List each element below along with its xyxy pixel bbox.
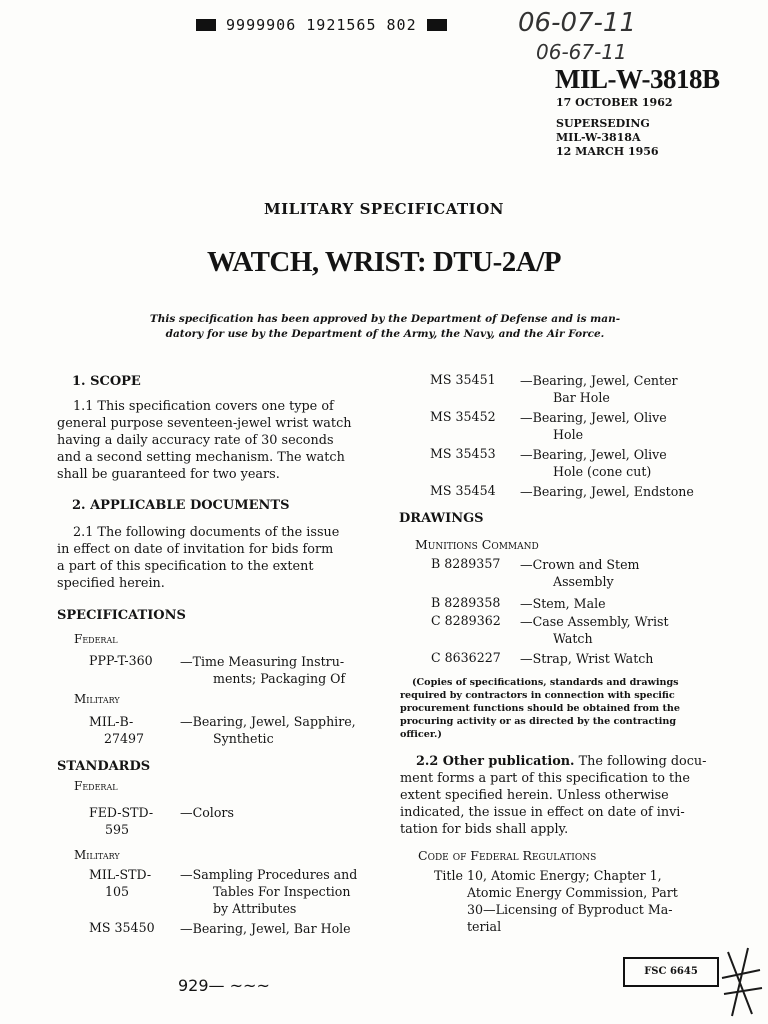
- desc-line: —Bearing, Jewel, Olive: [520, 447, 667, 462]
- code-line: 595: [105, 822, 130, 837]
- para-line: ment forms a part of this specification to the: [400, 771, 690, 786]
- applicable-documents-heading: 2. APPLICABLE DOCUMENTS: [72, 498, 290, 513]
- handwritten-page-number: 929— ~~~: [178, 976, 270, 995]
- drawing-description: [520, 556, 640, 590]
- spec-number: MIL-W-3818B: [555, 64, 720, 94]
- para-line: and a second setting mechanism. The watch: [57, 450, 345, 465]
- note-line: procurement functions should be obtained from the: [400, 703, 680, 714]
- note-line: required by contractors in connection with specific: [400, 690, 675, 701]
- note-line: procuring activity or as directed by the contracting: [400, 716, 677, 727]
- doc-code: PPP-T-360: [89, 653, 153, 668]
- desc-line: —Case Assembly, Wrist: [520, 614, 669, 629]
- drawing-description: [520, 613, 669, 647]
- code-line: 27497: [104, 731, 145, 746]
- note-line: (Copies of specifications, standards and drawings: [412, 677, 679, 688]
- federal-label: Federal: [74, 779, 118, 793]
- doc-code: [89, 804, 153, 838]
- para-line: tation for bids shall apply.: [400, 822, 569, 837]
- superseded-date: 12 MARCH 1956: [556, 145, 659, 158]
- barcode-block-icon: [427, 19, 447, 31]
- fsc-box: FSC 6645: [623, 957, 719, 987]
- para-line: shall be guaranteed for two years.: [57, 467, 280, 482]
- desc-line: —Sampling Procedures and: [180, 867, 358, 882]
- doc-description: [180, 653, 345, 687]
- copies-note: [400, 676, 718, 741]
- desc-line: Watch: [553, 631, 593, 646]
- cfr-line: terial: [467, 919, 502, 934]
- desc-line: —Bearing, Jewel, Center: [520, 373, 678, 388]
- para-line: specified herein.: [57, 576, 165, 591]
- drawing-code: B 8289357: [431, 556, 501, 571]
- spec-date: 17 OCTOBER 1962: [556, 96, 673, 109]
- scope-paragraph: [57, 398, 371, 483]
- para-line: general purpose seventeen-jewel wrist watch: [57, 416, 352, 431]
- military-label: Military: [74, 692, 120, 706]
- para-text: The following docu-: [574, 754, 707, 769]
- desc-line: Bar Hole: [553, 390, 610, 405]
- superseding-label: SUPERSEDING: [556, 117, 650, 130]
- code-line: MIL-STD-: [89, 867, 152, 882]
- code-line: 105: [105, 884, 130, 899]
- para-line: a part of this specification to the extent: [57, 559, 314, 574]
- para-line: 2.1 The following documents of the issue: [73, 525, 340, 540]
- desc-line: Tables For Inspection: [213, 884, 351, 899]
- other-publication-paragraph: [400, 753, 718, 838]
- para-line: indicated, the issue in effect on date of invi-: [400, 805, 685, 820]
- desc-line: Hole (cone cut): [553, 464, 652, 479]
- para-line: having a daily accuracy rate of 30 seconds: [57, 433, 334, 448]
- cfr-line: Title 10, Atomic Energy; Chapter 1,: [434, 868, 662, 883]
- desc-line: —Time Measuring Instru-: [180, 654, 345, 669]
- desc-line: ments; Packaging Of: [213, 671, 346, 686]
- approval-line: datory for use by the Department of the Army, the Navy, and the Air Force.: [165, 328, 605, 340]
- scope-heading: 1. SCOPE: [72, 374, 141, 389]
- drawing-description: —Stem, Male: [520, 596, 606, 611]
- doc-description: [520, 446, 667, 480]
- barcode-block-icon: [196, 19, 216, 31]
- doc-code: [89, 713, 144, 747]
- munitions-command-label: Munitions Command: [415, 537, 539, 552]
- superseded-spec: MIL-W-3818A: [556, 131, 641, 144]
- cfr-line: 30—Licensing of Byproduct Ma-: [467, 902, 673, 917]
- doc-description: [180, 866, 357, 917]
- para-line: [400, 753, 718, 770]
- note-line: officer.): [400, 729, 442, 740]
- drawing-description: —Strap, Wrist Watch: [520, 651, 654, 666]
- handwritten-date-1: 06-07-11: [518, 8, 637, 38]
- handwritten-date-2: 06-67-11: [536, 40, 627, 64]
- doc-code: MS 35452: [430, 409, 496, 424]
- federal-label: Federal: [74, 632, 118, 646]
- doc-code: MS 35453: [430, 446, 496, 461]
- drawing-code: C 8636227: [431, 650, 501, 665]
- cfr-line: Atomic Energy Commission, Part: [467, 885, 678, 900]
- doc-code: MS 35454: [430, 483, 496, 498]
- barcode-text: 9999906 1921565 802: [226, 16, 417, 34]
- desc-line: Hole: [553, 427, 584, 442]
- doc-description: [180, 713, 356, 747]
- doc-description: —Bearing, Jewel, Endstone: [520, 484, 694, 499]
- document-title: WATCH, WRIST: DTU-2A/P: [207, 246, 561, 278]
- code-line: FED-STD-: [89, 805, 154, 820]
- doc-code: MS 35451: [430, 372, 496, 387]
- drawings-heading: DRAWINGS: [399, 511, 484, 526]
- barcode-strip: [196, 16, 447, 34]
- military-label: Military: [74, 848, 120, 862]
- applicable-documents-paragraph: [57, 524, 371, 592]
- approval-statement: [130, 312, 640, 342]
- desc-line: —Crown and Stem: [520, 557, 640, 572]
- document-category: MILITARY SPECIFICATION: [264, 200, 504, 218]
- doc-description: [520, 409, 667, 443]
- para-line: in effect on date of invitation for bids form: [57, 542, 334, 557]
- cfr-label: Code of Federal Regulations: [418, 848, 597, 863]
- cfr-entry: [434, 867, 718, 935]
- doc-code: [89, 866, 151, 900]
- other-publication-heading: 2.2 Other publication.: [416, 754, 575, 769]
- standards-heading: STANDARDS: [57, 759, 151, 774]
- doc-description: [520, 372, 678, 406]
- desc-line: —Bearing, Jewel, Sapphire,: [180, 714, 356, 729]
- para-line: 1.1 This specification covers one type of: [73, 399, 334, 414]
- doc-description: —Colors: [180, 805, 234, 820]
- specifications-heading: SPECIFICATIONS: [57, 608, 186, 623]
- para-line: extent specified herein. Unless otherwise: [400, 788, 669, 803]
- approval-line: This specification has been approved by the Department of Defense and is man-: [149, 313, 621, 325]
- drawing-code: C 8289362: [431, 613, 501, 628]
- desc-line: Assembly: [553, 574, 614, 589]
- desc-line: by Attributes: [213, 901, 297, 916]
- doc-code: MS 35450: [89, 920, 155, 935]
- doc-description: —Bearing, Jewel, Bar Hole: [180, 921, 351, 936]
- desc-line: Synthetic: [213, 731, 274, 746]
- handwritten-mark-icon: [718, 942, 764, 1020]
- drawing-code: B 8289358: [431, 595, 501, 610]
- code-line: MIL-B-: [89, 714, 134, 729]
- desc-line: —Bearing, Jewel, Olive: [520, 410, 667, 425]
